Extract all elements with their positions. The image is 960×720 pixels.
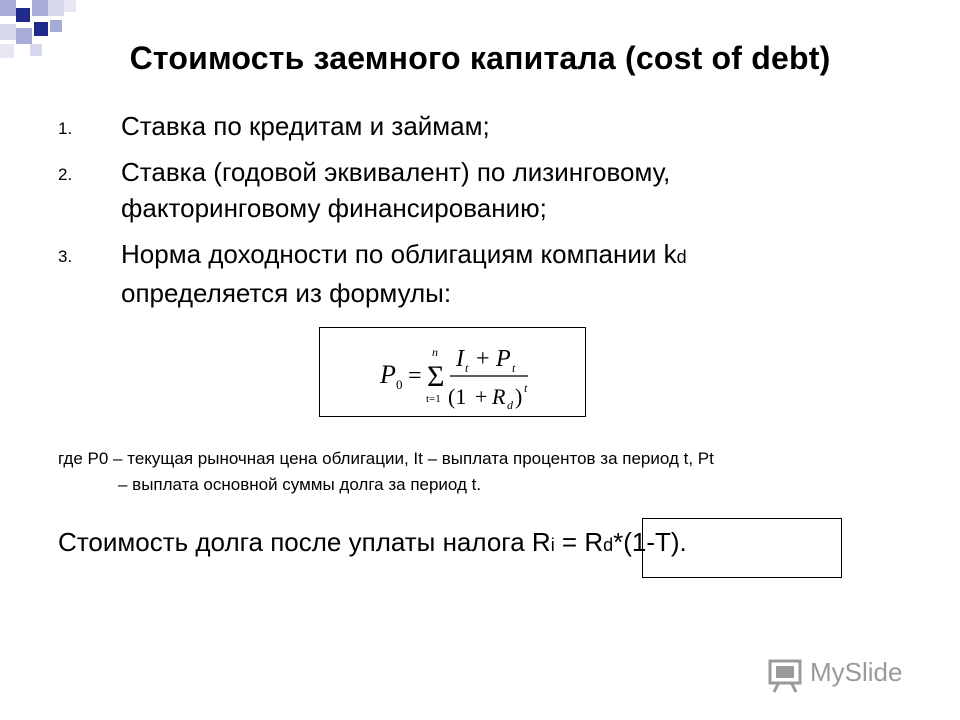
ri-subscript: i — [550, 535, 555, 555]
formula-den-R: R — [492, 384, 506, 409]
formula-num-P-sub: t — [512, 361, 516, 375]
myslide-watermark — [766, 655, 926, 695]
rd-subscript: d — [603, 535, 614, 555]
after-tax-label: Стоимость долга после уплаты налога — [58, 527, 532, 557]
formula-sigma-bottom: t=1 — [426, 393, 441, 405]
bond-price-formula — [319, 327, 586, 417]
formula-den-close: ) — [515, 384, 523, 409]
formula-sigma: Σ — [427, 360, 445, 393]
list-item-number: 1. — [58, 119, 73, 138]
note-line-2: – выплата основной суммы долга за период t. — [118, 475, 482, 494]
formula-num-I-sub: t — [465, 361, 469, 375]
list-item — [58, 154, 918, 226]
note-line-1: где P0 – текущая рыночная цена облигации, It – выплата процентов за период t, Pt — [58, 449, 714, 468]
list-item-number: 2. — [58, 165, 73, 184]
list-item-text: Норма доходности по облигациям компании k — [121, 239, 677, 269]
list-item-text-cont: определяется из формулы: — [121, 278, 452, 308]
list-item — [58, 236, 918, 311]
list-item-number: 3. — [58, 247, 73, 266]
formula-num-plus: + — [476, 346, 490, 372]
after-tax-suffix: *(1-T). — [613, 527, 687, 557]
formula-lhs-sub: 0 — [396, 377, 403, 392]
ri-symbol: R — [531, 527, 551, 557]
myslide-logo-icon — [766, 655, 806, 695]
watermark-text: MySlide — [810, 657, 903, 687]
list-item-text: Ставка (годовой эквивалент) по лизинговому, — [121, 157, 671, 187]
formula-den-R-sub: d — [507, 398, 513, 412]
formula-den-exp: t — [524, 381, 528, 395]
formula-num-I: I — [456, 346, 464, 372]
kd-subscript: d — [676, 247, 687, 267]
slide-title: Стоимость заемного капитала (cost of debt) — [129, 40, 831, 76]
formula-equals: = — [408, 363, 422, 389]
rd-equals: = R — [554, 527, 604, 557]
list-item-text: Ставка по кредитам и займам; — [121, 111, 490, 141]
formula-num-P: P — [496, 346, 511, 372]
formula-den-open: (1 — [448, 384, 467, 409]
formula-lhs: P — [380, 360, 396, 389]
formula-note — [58, 446, 908, 498]
formula-den-plus: + — [475, 384, 488, 409]
list-item — [58, 108, 918, 144]
list-item-text-cont: факторинговому финансированию; — [121, 193, 547, 223]
formula-sigma-top: n — [432, 345, 438, 359]
methods-list — [58, 108, 918, 321]
after-tax-formula-frame — [642, 518, 842, 578]
